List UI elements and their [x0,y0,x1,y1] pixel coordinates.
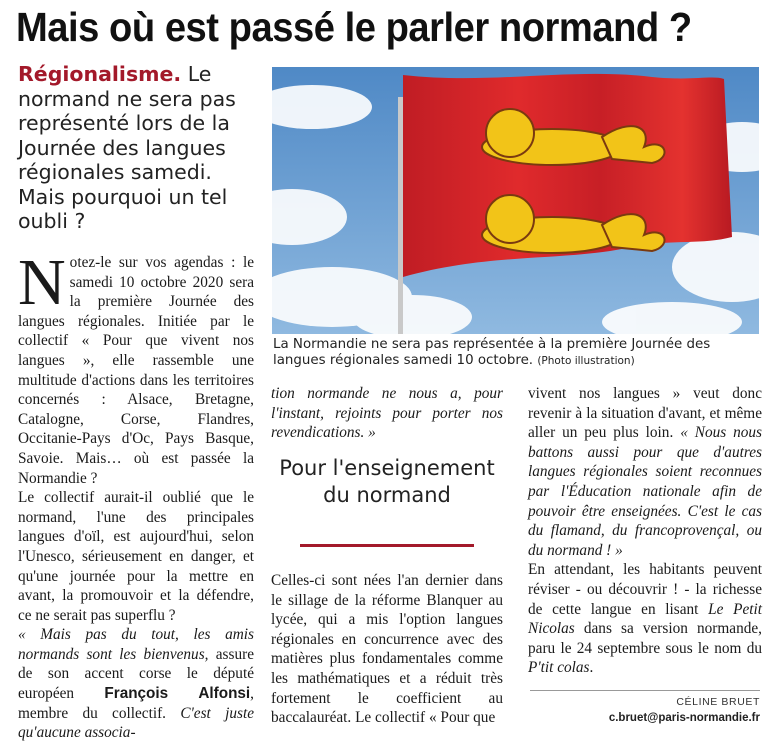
column-1 [18,246,254,743]
flag-photo [272,67,759,334]
headline: Mais où est passé le parler normand ? [16,4,692,50]
paragraph-2: Le collectif aurait-il oublié que le normand, l'une des principales langues d'oïl, est aujourd'hui, selon l'Unesco, sérieusement en danger, et qu'une journée pour la mettre en avant, la promouvoir et la défendre, ce ne serait pas superflu ? [18,489,254,624]
column-2-top [271,384,503,443]
paragraph-1: Notez-le sur vos agendas : le samedi 10 octobre 2020 sera la première Journée des langues régionales. Initiée par le collectif « Pour que vivent nos langues », elle rassemble une multitude d'actions dans les territoires concernés : Alsace, Bretagne, Catalogne, Corse, Flandres, Occitanie-Pays d'Oc, Pays Basque, Savoie. Mais… où est passée la Normandie ? [18,246,254,487]
paragraph-3: « Mais pas du tout, les amis normands sont les bienvenus, assure de son accent corse le député européen François Alfonsi, membre du collectif. C'est juste qu'aucune associa- [18,626,254,742]
photo-caption [273,337,758,369]
author-name: CÉLINE BRUET [676,696,760,708]
flag-pole [398,97,403,334]
normandy-flag-illustration [272,67,759,334]
paragraph-petit-nicolas: En attendant, les habitants peuvent réviser - ou découvrir ! - la richesse de cette langue en lisant Le Petit Nicolas dans sa version normande, paru le 24 septembre sous le nom du P'tit colas. [528,561,762,677]
author-email[interactable]: c.bruet@paris-normandie.fr [608,712,760,724]
subhead-rule [300,544,474,547]
paragraph-collective: vivent nos langues » veut donc revenir à la situation d'avant, et même aller un peu plus loin. « Nous nous battons aussi pour que d'autres langues régionales soient reconnues par l'Éducation nationale afin de pouvoir être enseignées. C'est le cas du flamand, du francoprovençal, ou du normand ! » [528,385,762,559]
person-name: François Alfonsi [104,685,251,703]
quote-continuation: tion normande ne nous a, pour l'instant, rejoints pour porter nos revendications. » [271,385,503,442]
caption-text: La Normandie ne sera pas représentée à la première Journée des langues régionales samedi 10 octobre. [273,337,711,368]
signature-rule [530,690,760,691]
drop-cap: N [18,246,66,319]
book-title-normand: P'tit colas [528,659,590,677]
column-2 [271,571,503,728]
deck [18,62,258,234]
deck-text: Le normand ne sera pas représenté lors de la Journée des langues régionales samedi. Mais pourquoi un tel oubli ? [18,62,236,233]
deck-kicker: Régionalisme. [18,62,182,86]
photo-credit: (Photo illustration) [537,354,635,367]
section-subhead: Pour l'enseignement du normand [279,456,495,507]
book-title: Le Petit Nicolas [528,600,762,638]
column-3 [528,384,762,678]
paragraph-reform: Celles-ci sont nées l'an dernier dans le sillage de la réforme Blanquer au lycée, qui a mis l'option langues régionales en concurrence avec des matières plus fondamentales comme les mathématiques et a réduit très fortement le coefficient au baccalauréat. Le collectif « Pour que [271,572,503,727]
